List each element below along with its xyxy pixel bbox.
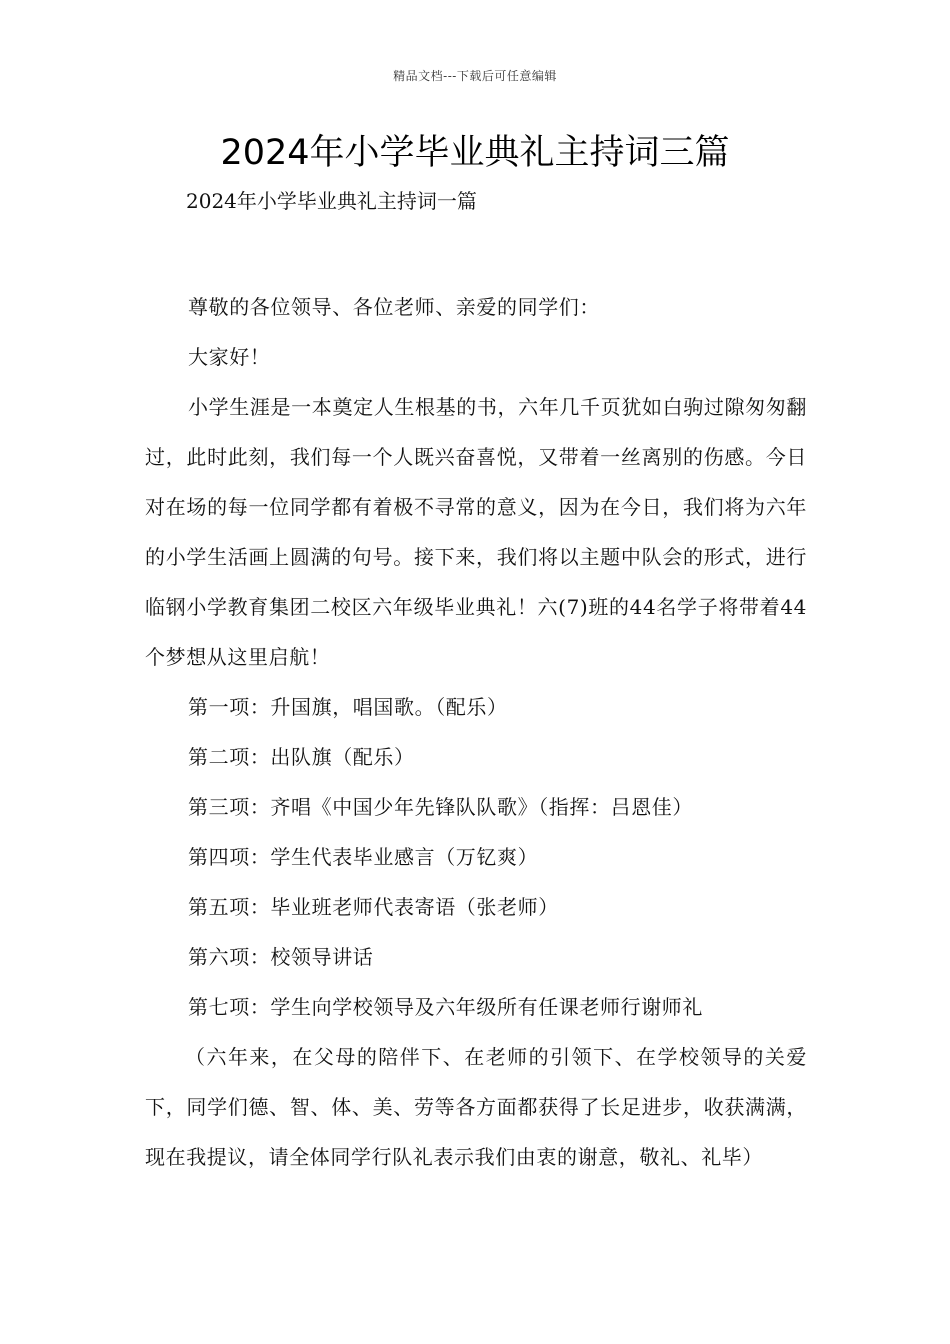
program-item-7: 第七项：学生向学校领导及六年级所有任课老师行谢师礼 [188, 995, 703, 1019]
intro-paragraph: 小学生涯是一本奠定人生根基的书，六年几千页犹如白驹过隙匆匆翻过，此时此刻，我们每一个人既兴奋喜悦，又带着一丝离别的伤感。今日对在场的每一位同学都有着极不寻常的意义，因为在今日，我们将为六年的小学生活画上圆满的句号。接下来，我们将以主题中队会的形式，进行临钢小学教育集团二校区六年级毕业典礼！六(7)班的44名学子将带着44个梦想从这里启航！ [145, 395, 807, 669]
hello-paragraph: 大家好！ [188, 345, 271, 369]
program-item-3: 第三项：齐唱《中国少年先锋队队歌》（指挥：吕恩佳） [188, 795, 693, 819]
program-item-5: 第五项：毕业班老师代表寄语（张老师） [188, 895, 559, 919]
program-item-2: 第二项：出队旗（配乐） [188, 745, 415, 769]
document-title: 2024年小学毕业典礼主持词三篇 [220, 133, 730, 173]
document-subtitle: 2024年小学毕业典礼主持词一篇 [186, 189, 477, 213]
document-body [145, 282, 807, 1182]
program-item-4: 第四项：学生代表毕业感言（万钇爽） [188, 845, 539, 869]
thanks-paragraph: （六年来，在父母的陪伴下、在老师的引领下、在学校领导的关爱下，同学们德、智、体、美、劳等各方面都获得了长足进步，收获满满，现在我提议，请全体同学行队礼表示我们由衷的谢意，敬礼、礼毕） [145, 1045, 807, 1169]
program-item-6: 第六项：校领导讲话 [188, 945, 374, 969]
program-item-1: 第一项：升国旗，唱国歌。（配乐） [188, 695, 508, 719]
header-note: 精品文档---下载后可任意编辑 [393, 69, 557, 83]
greeting-paragraph: 尊敬的各位领导、各位老师、亲爱的同学们： [188, 295, 600, 319]
